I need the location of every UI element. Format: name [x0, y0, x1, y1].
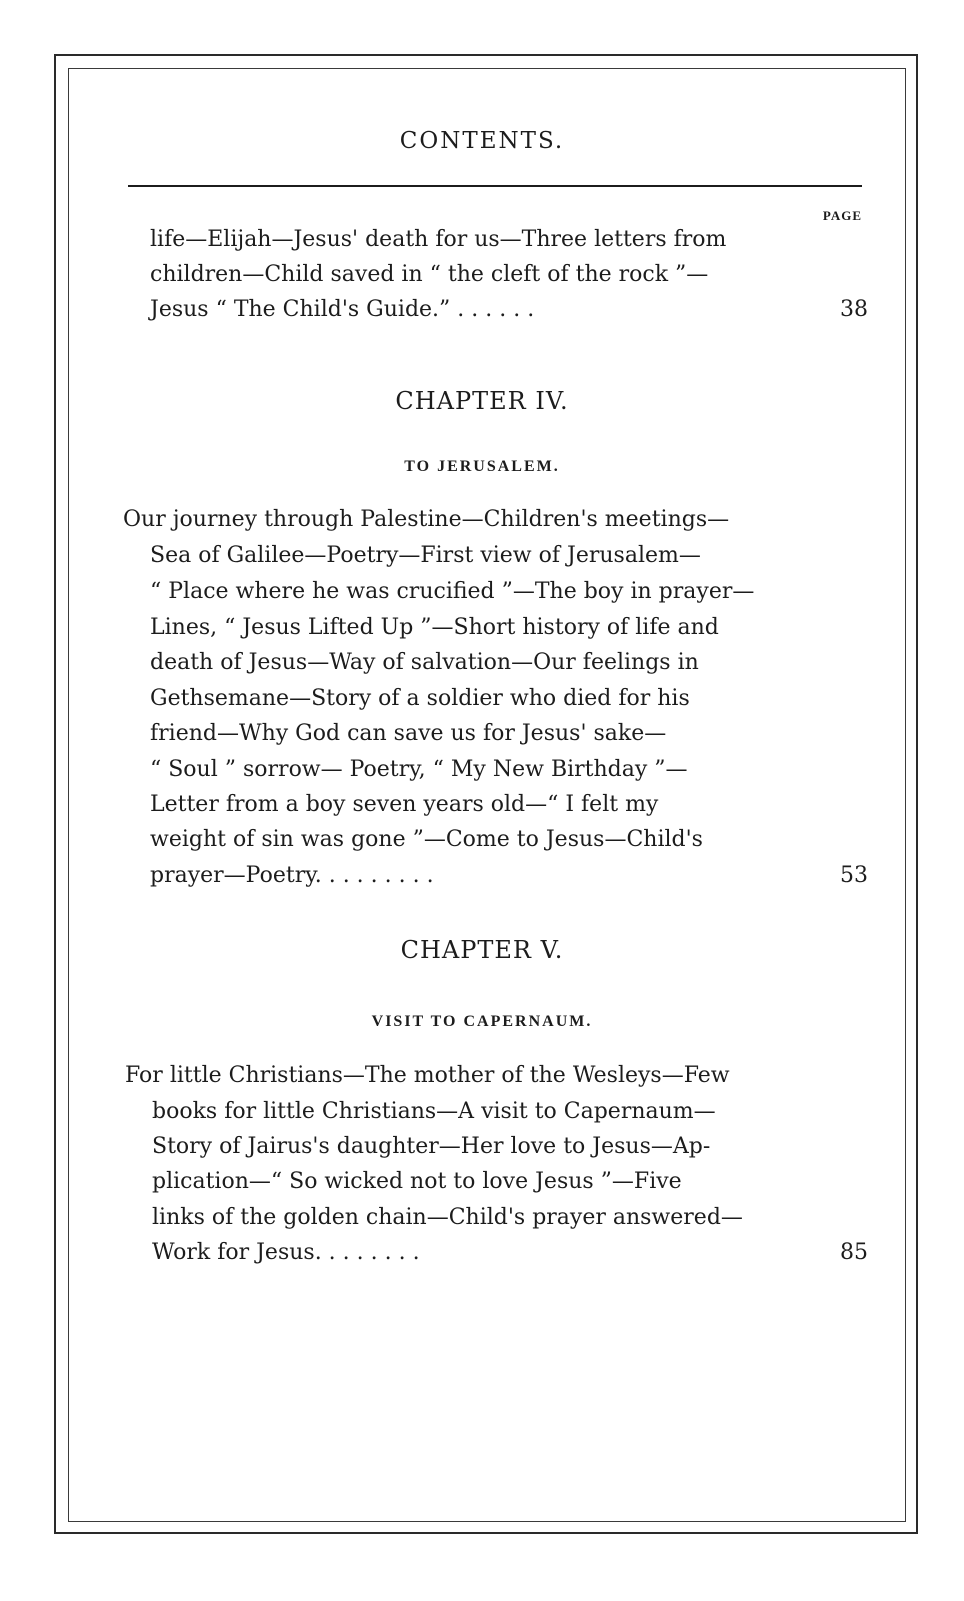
- chapter-heading: CHAPTER IV.: [395, 387, 569, 415]
- toc-page-number: 53: [840, 863, 868, 888]
- toc-line: “ Soul ” sorrow— Poetry, “ My New Birthday ”—: [150, 757, 688, 782]
- title-divider: [128, 185, 862, 187]
- chapter-subtitle: VISIT TO CAPERNAUM.: [371, 1013, 593, 1030]
- toc-line: weight of sin was gone ”—Come to Jesus—Child's: [150, 827, 703, 852]
- toc-page-number: 38: [840, 297, 868, 322]
- toc-line: Jesus “ The Child's Guide.” . . . . . .: [150, 297, 535, 322]
- page-title: CONTENTS.: [399, 128, 565, 154]
- toc-line: For little Christians—The mother of the Wesleys—Few: [125, 1063, 730, 1088]
- toc-line: Gethsemane—Story of a soldier who died for his: [150, 686, 690, 711]
- toc-line: prayer—Poetry. . . . . . . . .: [150, 863, 434, 888]
- toc-line: Letter from a boy seven years old—“ I felt my: [150, 792, 659, 817]
- toc-line: Work for Jesus. . . . . . . .: [152, 1240, 420, 1265]
- page-column-label: PAGE: [822, 208, 862, 223]
- toc-line: children—Child saved in “ the cleft of the rock ”—: [150, 262, 709, 287]
- toc-line: life—Elijah—Jesus' death for us—Three letters from: [150, 227, 727, 252]
- toc-line: books for little Christians—A visit to Capernaum—: [152, 1099, 716, 1124]
- toc-line: Lines, “ Jesus Lifted Up ”—Short history of life and: [150, 615, 719, 640]
- toc-line: Our journey through Palestine—Children's meetings—: [123, 507, 730, 532]
- chapter-heading: CHAPTER V.: [400, 936, 564, 964]
- chapter-subtitle: TO JERUSALEM.: [404, 458, 560, 475]
- toc-line: “ Place where he was crucified ”—The boy in prayer—: [150, 579, 755, 604]
- toc-line: Story of Jairus's daughter—Her love to Jesus—Ap-: [152, 1134, 711, 1159]
- toc-line: death of Jesus—Way of salvation—Our feelings in: [150, 650, 699, 675]
- toc-line: links of the golden chain—Child's prayer answered—: [152, 1205, 743, 1230]
- toc-page-number: 85: [840, 1240, 868, 1265]
- toc-line: friend—Why God can save us for Jesus' sake—: [150, 721, 667, 746]
- toc-line: plication—“ So wicked not to love Jesus ”—Five: [152, 1169, 682, 1194]
- toc-line: Sea of Galilee—Poetry—First view of Jerusalem—: [150, 543, 701, 568]
